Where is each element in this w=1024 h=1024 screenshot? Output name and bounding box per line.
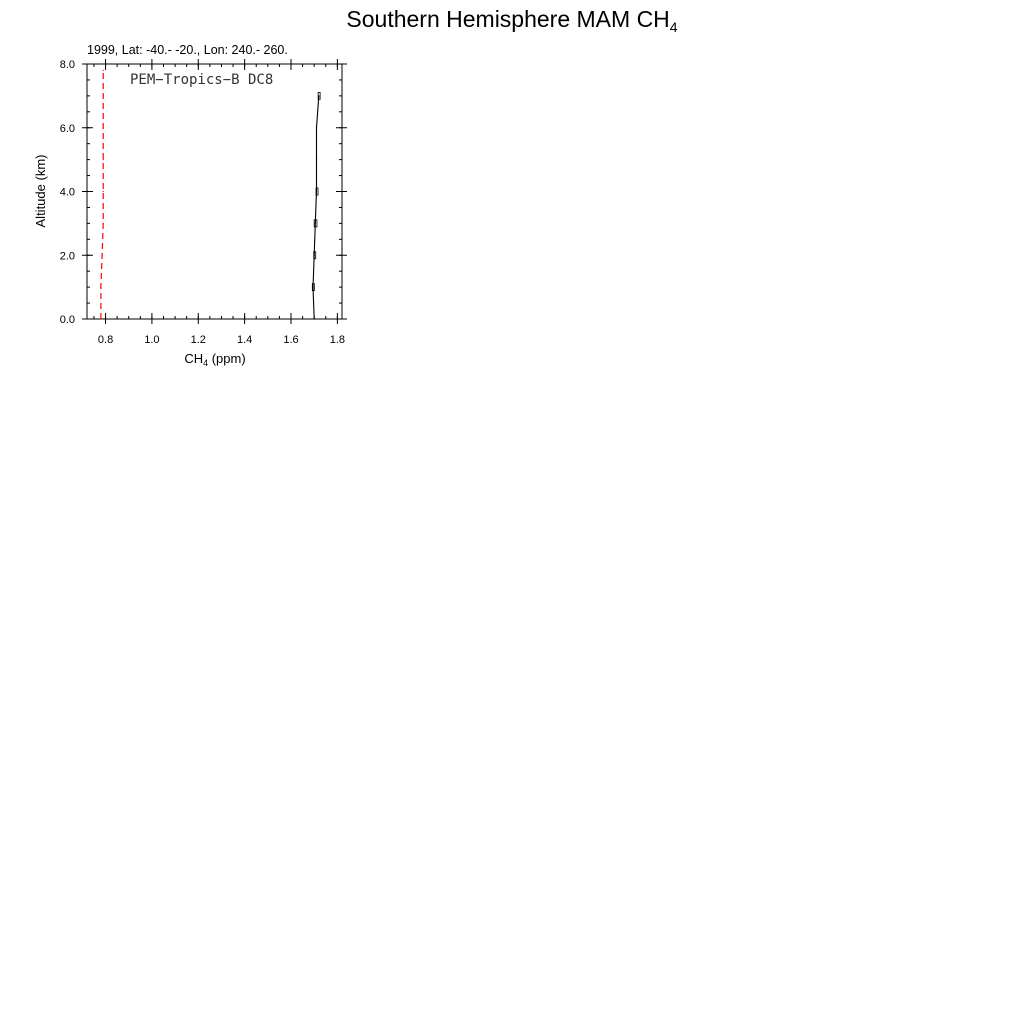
data-point [316,159,317,160]
chart-title-text: Southern Hemisphere MAM CH [346,6,670,32]
x-tick-label: 1.8 [329,334,346,346]
x-axis-label-subscript: 4 [203,358,209,368]
plot-frame [87,64,342,319]
axis-ticks [60,59,347,346]
y-tick-label: 4.0 [59,186,75,199]
data-point [103,70,104,71]
x-tick-label: 0.8 [97,334,114,346]
chart-annotation: PEM−Tropics−B DC8 [130,72,274,88]
x-tick-label: 1.2 [190,334,206,346]
x-tick-label: 1.6 [283,334,299,346]
data-point [103,223,104,224]
x-tick-label: 1.4 [236,334,253,346]
chart-title-subscript: 4 [669,19,678,35]
data-point [103,191,104,192]
series-layer [100,70,320,320]
y-axis-label: Altitude (km) [33,154,48,228]
data-point [314,318,315,319]
y-tick-label: 6.0 [59,122,75,135]
y-tick-label: 0.0 [59,314,75,326]
data-point [100,287,101,288]
data-point [103,127,104,128]
data-point [101,255,102,256]
data-point [103,159,104,160]
x-axis-label-main: CH [184,351,204,366]
x-axis-label-unit: (ppm) [208,351,246,366]
data-point [315,223,316,224]
x-axis-label [184,351,245,368]
data-point [316,127,317,128]
x-tick-label: 1.0 [144,334,160,346]
y-tick-label: 2.0 [59,250,75,263]
observation-profile-line [313,96,319,319]
data-point [103,95,104,96]
chart-subtitle: 1999, Lat: -40.- -20., Lon: 240.- 260. [87,43,288,57]
y-tick-label: 8.0 [59,59,75,71]
data-point [100,318,101,319]
model-profile-line [101,70,103,319]
